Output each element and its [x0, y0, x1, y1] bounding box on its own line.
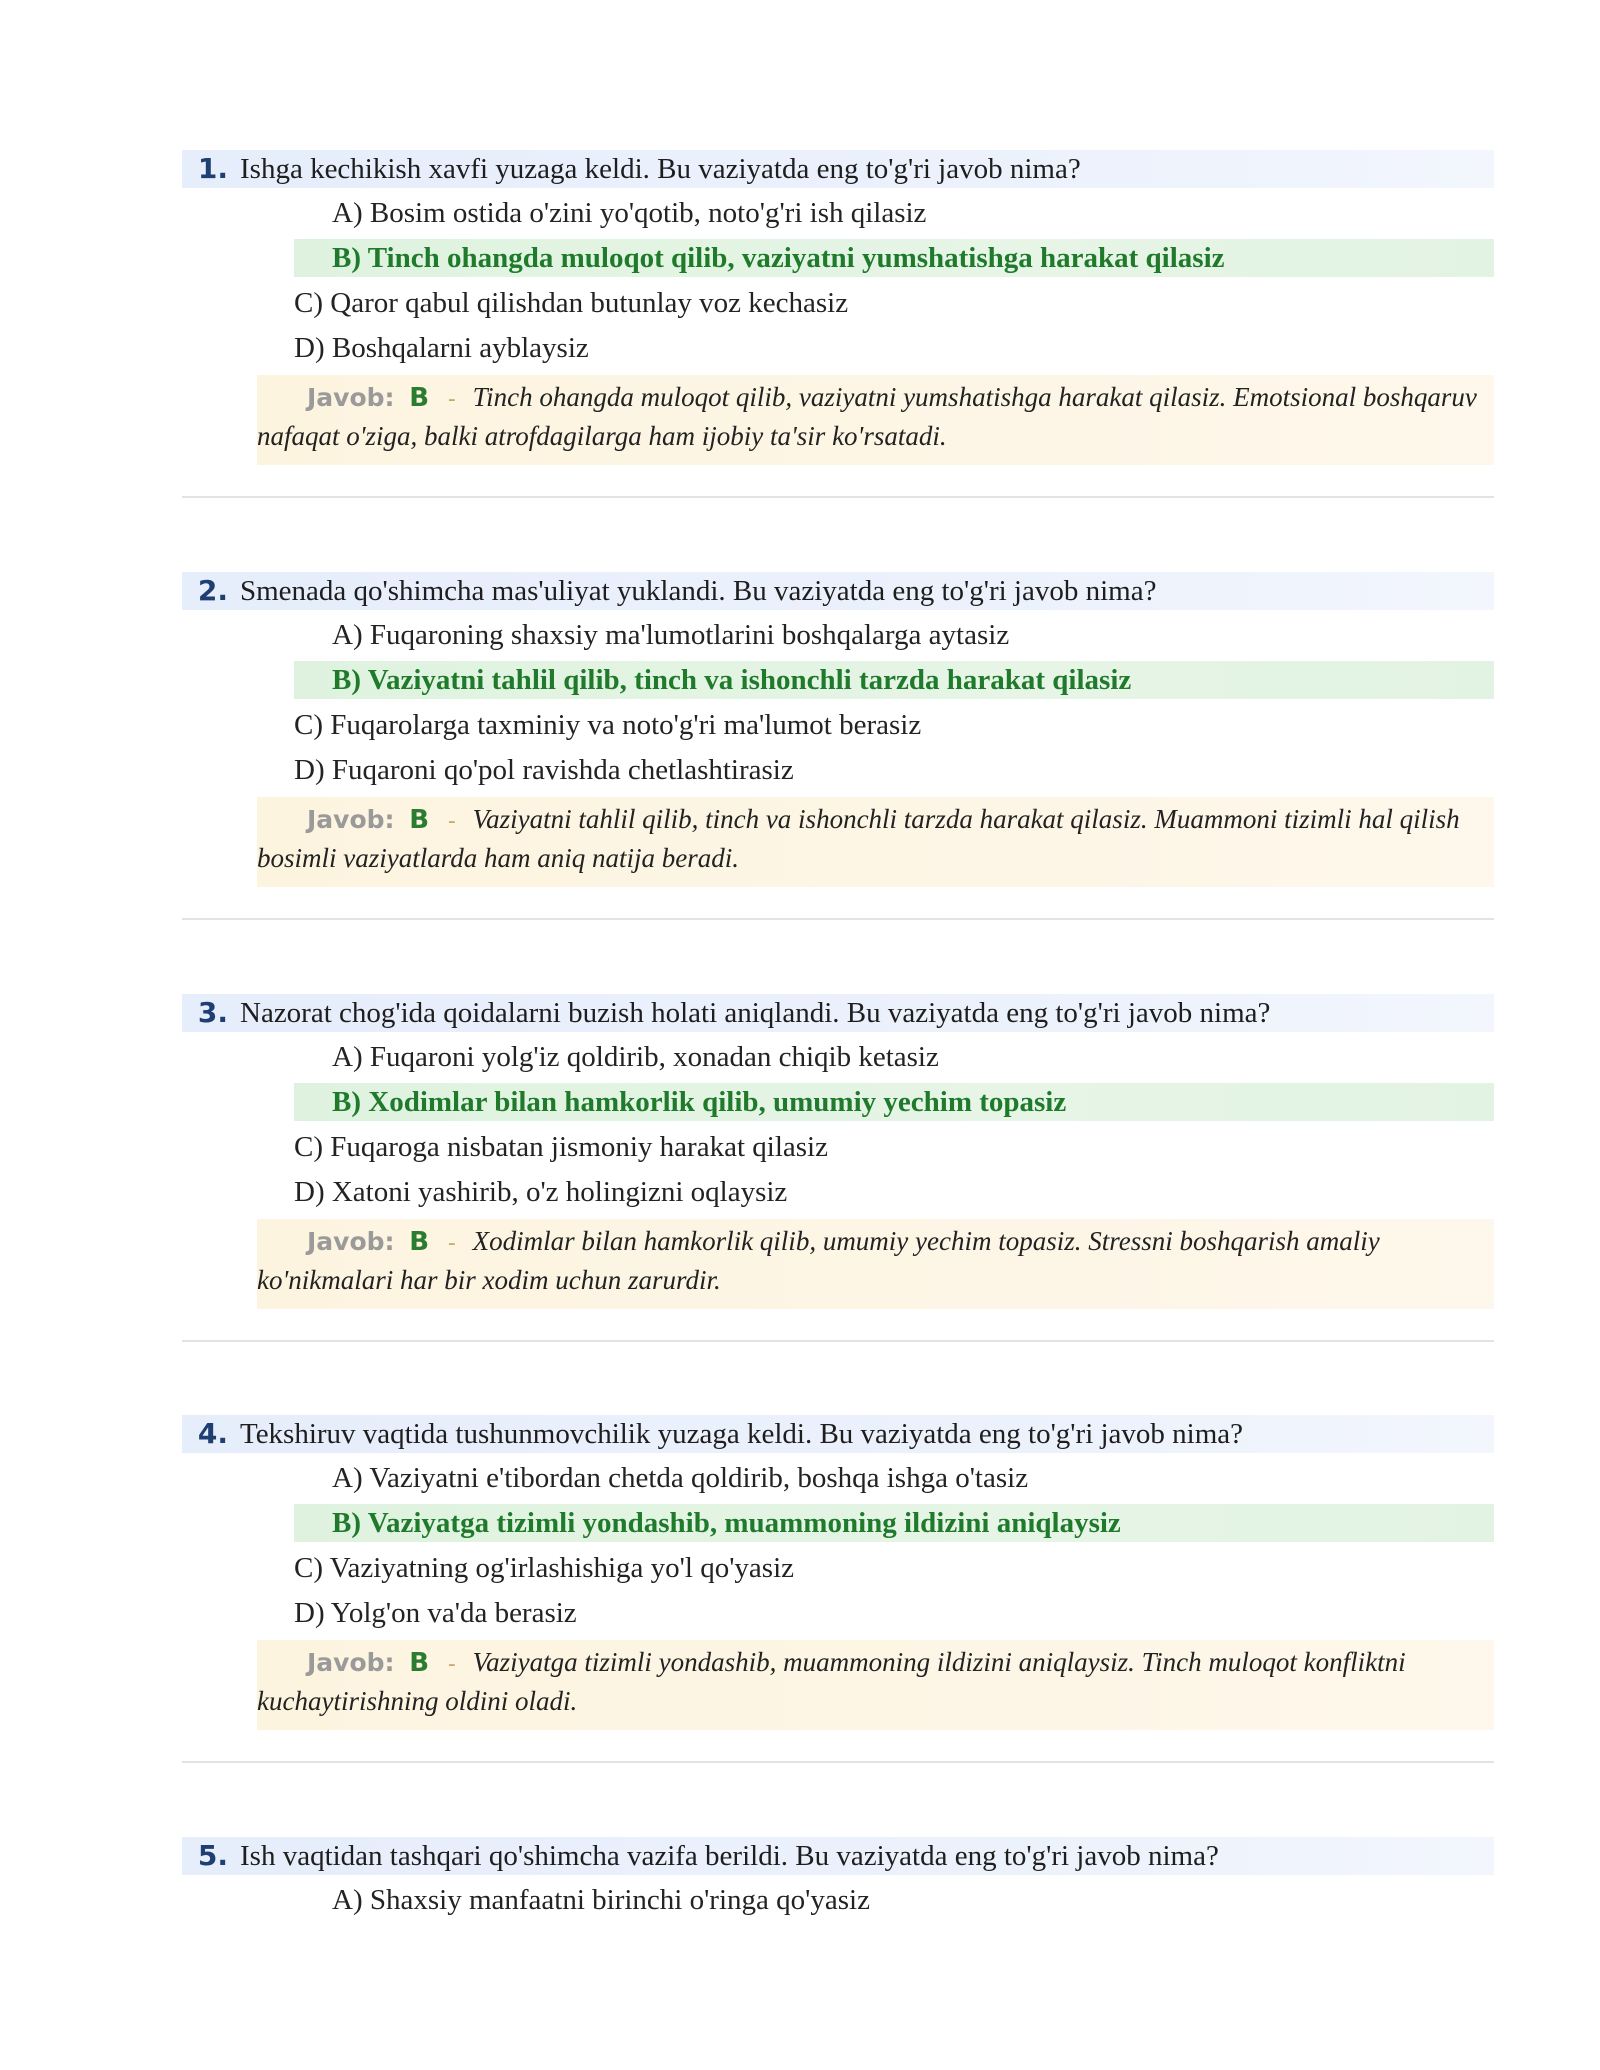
question-divider	[182, 1761, 1494, 1763]
answer-label: Javob:	[307, 1227, 395, 1256]
option-c: C) Qaror qabul qilishdan butunlay voz kechasiz	[294, 287, 849, 319]
question-number: 4.	[197, 1417, 228, 1450]
option-d: D) Fuqaroni qo'pol ravishda chetlashtirasiz	[294, 754, 794, 786]
answer-label: Javob:	[307, 1648, 395, 1677]
question-header	[182, 1415, 1494, 1453]
question-block	[182, 1837, 1494, 1926]
option-a: A) Fuqaroni yolg'iz qoldirib, xonadan chiqib ketasiz	[332, 1041, 939, 1073]
option-c: C) Fuqarolarga taxminiy va noto'g'ri ma'lumot berasiz	[294, 709, 922, 741]
answer-box	[257, 1219, 1494, 1309]
question-divider	[182, 1340, 1494, 1342]
answer-label: Javob:	[307, 805, 395, 834]
answer-letter: B	[409, 383, 430, 413]
question-block	[182, 994, 1494, 1309]
question-number: 5.	[197, 1839, 228, 1872]
answer-box	[257, 1640, 1494, 1730]
question-header	[182, 1837, 1494, 1875]
option-c: C) Vaziyatning og'irlashishiga yo'l qo'yasiz	[294, 1552, 795, 1584]
answer-dash: -	[447, 1652, 456, 1677]
answer-box	[257, 375, 1494, 465]
option-b-correct: B) Xodimlar bilan hamkorlik qilib, umumiy yechim topasiz	[294, 1083, 1494, 1121]
question-number: 3.	[197, 996, 228, 1029]
option-d: D) Xatoni yashirib, o'z holingizni oqlaysiz	[294, 1176, 788, 1208]
question-divider	[182, 496, 1494, 498]
answer-explanation: Vaziyatni tahlil qilib, tinch va ishonchli tarzda harakat qilasiz. Muammoni tizimli hal qilish bosimli vaziyatlarda ham aniq natija beradi.	[257, 804, 1460, 873]
option-c: C) Fuqaroga nisbatan jismoniy harakat qilasiz	[294, 1131, 828, 1163]
option-a: A) Fuqaroning shaxsiy ma'lumotlarini boshqalarga aytasiz	[332, 619, 1010, 651]
option-a: A) Vaziyatni e'tibordan chetda qoldirib, boshqa ishga o'tasiz	[332, 1462, 1029, 1494]
answer-box	[257, 797, 1494, 887]
answer-explanation: Xodimlar bilan hamkorlik qilib, umumiy yechim topasiz. Stressni boshqarish amaliy ko'nikmalari har bir xodim uchun zarurdir.	[257, 1226, 1380, 1295]
answer-dash: -	[447, 809, 456, 834]
question-text: Smenada qo'shimcha mas'uliyat yuklandi. Bu vaziyatda eng to'g'ri javob nima?	[240, 575, 1157, 607]
question-number: 2.	[197, 574, 228, 607]
answer-letter: B	[409, 1227, 430, 1257]
question-divider	[182, 918, 1494, 920]
option-b-correct: B) Tinch ohangda muloqot qilib, vaziyatni yumshatishga harakat qilasiz	[294, 239, 1494, 277]
answer-label: Javob:	[307, 383, 395, 412]
question-block	[182, 1415, 1494, 1730]
answer-letter: B	[409, 805, 430, 835]
question-header	[182, 994, 1494, 1032]
option-d: D) Boshqalarni ayblaysiz	[294, 332, 589, 364]
option-b-correct: B) Vaziyatni tahlil qilib, tinch va ishonchli tarzda harakat qilasiz	[294, 661, 1494, 699]
answer-explanation: Tinch ohangda muloqot qilib, vaziyatni yumshatishga harakat qilasiz. Emotsional boshqaruv nafaqat o'ziga, balki atrofdagilarga ham ijobiy ta'sir ko'rsatadi.	[257, 382, 1477, 451]
answer-dash: -	[447, 1231, 456, 1256]
answer-letter: B	[409, 1648, 430, 1678]
question-text: Nazorat chog'ida qoidalarni buzish holati aniqlandi. Bu vaziyatda eng to'g'ri javob nima?	[240, 997, 1271, 1029]
option-b-correct: B) Vaziyatga tizimli yondashib, muammoning ildizini aniqlaysiz	[294, 1504, 1494, 1542]
option-a: A) Shaxsiy manfaatni birinchi o'ringa qo'yasiz	[332, 1884, 870, 1916]
question-header	[182, 572, 1494, 610]
question-text: Ish vaqtidan tashqari qo'shimcha vazifa berildi. Bu vaziyatda eng to'g'ri javob nima?	[240, 1840, 1219, 1872]
question-number: 1.	[197, 152, 228, 185]
question-block	[182, 150, 1494, 465]
question-text: Tekshiruv vaqtida tushunmovchilik yuzaga keldi. Bu vaziyatda eng to'g'ri javob nima?	[240, 1418, 1244, 1450]
answer-dash: -	[447, 387, 456, 412]
question-text: Ishga kechikish xavfi yuzaga keldi. Bu vaziyatda eng to'g'ri javob nima?	[240, 153, 1081, 185]
option-a: A) Bosim ostida o'zini yo'qotib, noto'g'ri ish qilasiz	[332, 197, 927, 229]
question-header	[182, 150, 1494, 188]
question-block	[182, 572, 1494, 887]
answer-explanation: Vaziyatga tizimli yondashib, muammoning ildizini aniqlaysiz. Tinch muloqot konfliktni kuchaytirishning oldini oladi.	[257, 1647, 1406, 1716]
option-d: D) Yolg'on va'da berasiz	[294, 1597, 577, 1629]
